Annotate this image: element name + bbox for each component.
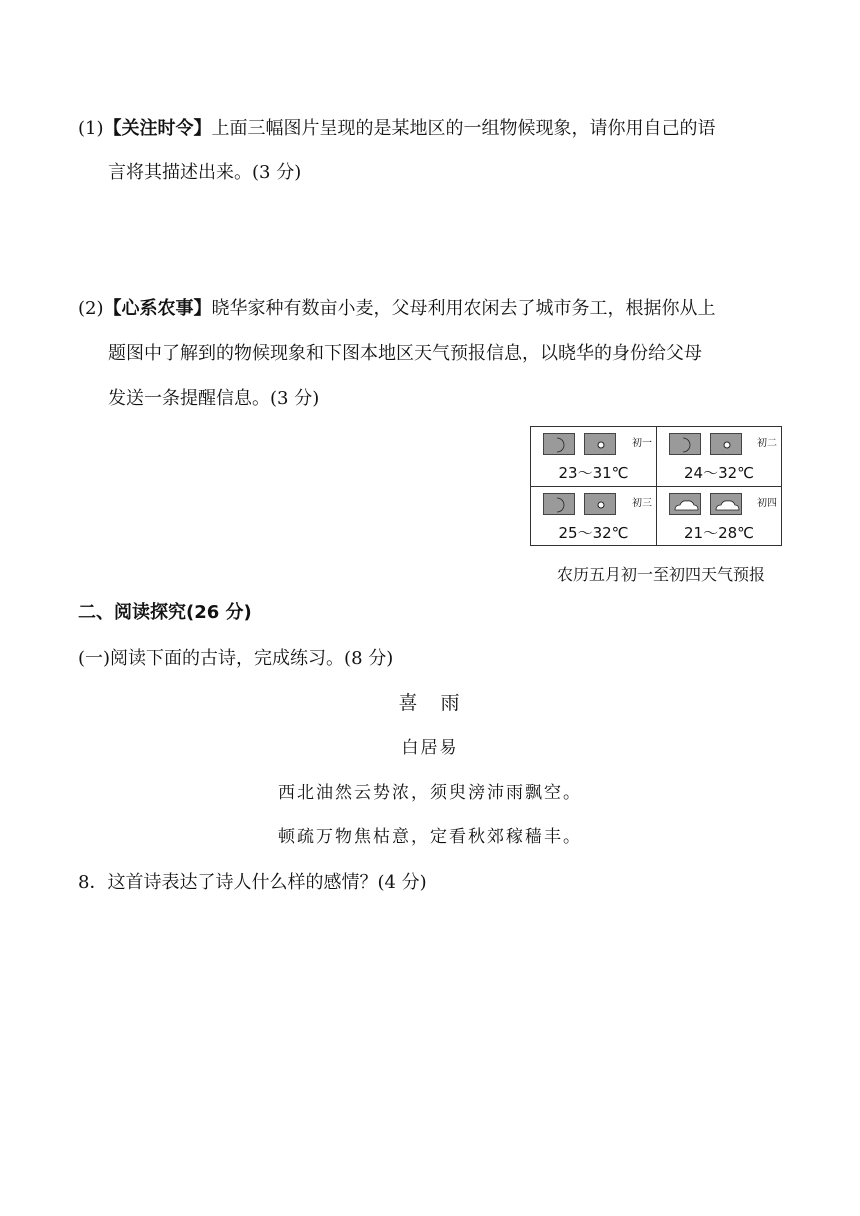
question-1-line-2: 言将其描述出来。(3 分): [108, 162, 302, 183]
poem-author: 白居易: [401, 738, 459, 758]
weather-cell-day-3: [531, 486, 656, 545]
moon-icon: [543, 433, 575, 455]
poem-title: 喜 雨: [398, 692, 462, 714]
question-1-tag: 【关注时令】: [103, 118, 212, 139]
weather-temperature: 21～28℃: [683, 524, 755, 542]
poem-line-1: 西北油然云势浓，须臾滂沛雨飘空。: [278, 783, 582, 803]
weather-caption: 农历五月初一至初四天气预报: [556, 565, 765, 584]
moon-icon: [543, 493, 575, 515]
cloud-icon: [710, 493, 742, 515]
weather-cell-day-4: [656, 486, 781, 545]
weather-day-label: 初四: [757, 498, 777, 509]
question-1-line-1: [78, 116, 716, 142]
question-2-line-2: 题图中了解到的物候现象和下图本地区天气预报信息，以晓华的身份给父母: [108, 343, 702, 364]
sun-icon: [584, 493, 616, 515]
weather-temperature: 23～31℃: [558, 464, 629, 482]
section-2-instruction: (一)阅读下面的古诗，完成练习。(8 分): [78, 648, 394, 669]
question-2-text: 晓华家种有数亩小麦，父母利用农闲去了城市务工，根据你从上: [211, 298, 716, 319]
question-1-number: (1): [78, 118, 104, 139]
question-8: 8．这首诗表达了诗人什么样的感情？(4 分): [78, 872, 427, 893]
question-2-number: (2): [78, 298, 104, 319]
question-2-tag: 【心系农事】: [103, 298, 212, 319]
weather-temperature: 24～32℃: [683, 464, 755, 482]
weather-cell-day-1: [531, 427, 656, 486]
sun-icon: [584, 433, 616, 455]
cloud-icon: [669, 493, 701, 515]
poem-line-2: 顿疏万物焦枯意，定看秋郊稼穑丰。: [278, 827, 582, 847]
weather-day-label: 初二: [757, 438, 777, 449]
weather-temperature: 25～32℃: [558, 524, 629, 542]
weather-day-label: 初一: [632, 438, 652, 449]
question-2-line-3: 发送一条提醒信息。(3 分): [108, 388, 320, 409]
weather-day-label: 初三: [632, 498, 652, 509]
question-1-text: 上面三幅图片呈现的是某地区的一组物候现象，请你用自己的语: [211, 118, 716, 139]
question-2-line-1: [78, 296, 716, 322]
weather-forecast-grid: [530, 426, 782, 546]
sun-icon: [710, 433, 742, 455]
section-2-heading: 二、阅读探究(26 分): [78, 602, 252, 623]
weather-cell-day-2: [656, 427, 781, 486]
moon-icon: [669, 433, 701, 455]
